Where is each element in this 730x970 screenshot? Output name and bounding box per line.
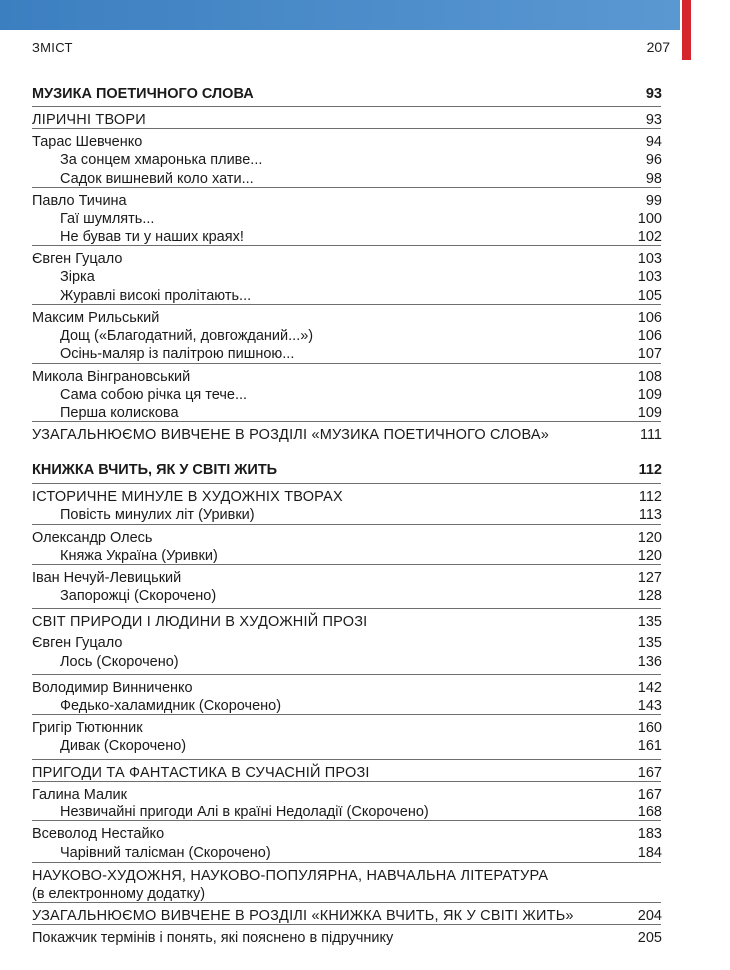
page-marker-bar — [682, 0, 691, 60]
toc-entry-title: Садок вишневий коло хати... — [60, 171, 254, 187]
toc-entry-title: Журавлі високі пролітають... — [60, 288, 252, 304]
toc-entry-title: Микола Вінграновський — [32, 369, 191, 385]
toc-entry-title: Максим Рильський — [32, 310, 160, 326]
toc-entry-title: Незвичайні пригоди Алі в країні Недоладії (Скорочено) — [60, 804, 429, 820]
toc-entry-title: Перша колискова — [60, 405, 179, 421]
header-color-band — [0, 0, 680, 30]
toc-entry-page: 143 — [637, 698, 662, 714]
toc-entry-title: Гаї шумлять... — [60, 211, 155, 227]
toc-entry-page: 103 — [637, 251, 662, 267]
toc-entry-title: Євген Гуцало — [32, 251, 123, 267]
toc-entry-title: Павло Тичина — [32, 193, 127, 209]
toc-entry-page: 161 — [637, 738, 662, 754]
toc-entry-title: НАУКОВО-ХУДОЖНЯ, НАУКОВО-ПОПУЛЯРНА, НАВЧАЛЬНА ЛІТЕРАТУРА — [32, 868, 549, 884]
toc-entry-page: 108 — [637, 369, 662, 385]
toc-entry-page: 205 — [637, 930, 662, 946]
toc-entry-title: ІСТОРИЧНЕ МИНУЛЕ В ХУДОЖНІХ ТВОРАХ — [32, 489, 343, 505]
divider-line — [32, 674, 661, 675]
toc-entry-title: ПРИГОДИ ТА ФАНТАСТИКА В СУЧАСНІЙ ПРОЗІ — [32, 765, 370, 781]
toc-entry-title: Покажчик термінів і понять, які пояснено в підручнику — [32, 930, 394, 946]
toc-entry-page: 106 — [637, 310, 662, 326]
divider-line — [32, 524, 661, 525]
toc-entry-title: Осінь-маляр із палітрою пишною... — [60, 346, 295, 362]
toc-entry-page: 105 — [637, 288, 662, 304]
toc-entry-title: Зірка — [60, 269, 95, 285]
page-number: 207 — [646, 39, 670, 55]
toc-entry-page: 160 — [637, 720, 662, 736]
toc-entry-title: Федько-халамидник (Скорочено) — [60, 698, 282, 714]
toc-entry-page: 167 — [637, 787, 662, 803]
toc-entry-page: 98 — [645, 171, 662, 187]
toc-entry-page: 107 — [637, 346, 662, 362]
toc-entry-page: 113 — [638, 507, 662, 523]
divider-line — [32, 106, 661, 107]
toc-entry-title: Євген Гуцало — [32, 635, 123, 651]
toc-entry-page: 109 — [637, 405, 662, 421]
divider-line — [32, 483, 661, 484]
toc-entry-title: ЛІРИЧНІ ТВОРИ — [32, 112, 146, 128]
toc-entry-page: 136 — [637, 654, 662, 670]
divider-line — [32, 608, 661, 609]
toc-entry-page: 183 — [637, 826, 662, 842]
toc-entry-page: 127 — [637, 570, 662, 586]
divider-line — [32, 759, 661, 760]
toc-entry-page: 120 — [637, 530, 662, 546]
toc-entry-title: КНИЖКА ВЧИТЬ, ЯК У СВІТІ ЖИТЬ — [32, 462, 278, 478]
divider-line — [32, 363, 661, 364]
toc-entry-page: 120 — [637, 548, 662, 564]
toc-entry-page: 184 — [637, 845, 662, 861]
toc-entry-page: 112 — [638, 489, 662, 505]
toc-entry-title: Лось (Скорочено) — [60, 654, 179, 670]
toc-entry-title: СВІТ ПРИРОДИ І ЛЮДИНИ В ХУДОЖНІЙ ПРОЗІ — [32, 614, 368, 630]
toc-entry-page: 167 — [637, 765, 662, 781]
toc-entry-page: 94 — [645, 134, 662, 150]
toc-entry-page: 106 — [637, 328, 662, 344]
toc-entry-title: УЗАГАЛЬНЮЄМО ВИВЧЕНЕ В РОЗДІЛІ «МУЗИКА ПОЕТИЧНОГО СЛОВА» — [32, 427, 549, 443]
toc-entry-page: 111 — [639, 427, 662, 443]
toc-entry-title: Григір Тютюнник — [32, 720, 143, 736]
toc-entry-title: Повість минулих літ (Уривки) — [60, 507, 255, 523]
toc-entry-title: Не бував ти у наших краях! — [60, 229, 244, 245]
toc-entry-page: 135 — [637, 635, 662, 651]
toc-entry-page: 128 — [637, 588, 662, 604]
toc-entry-title: Всеволод Нестайко — [32, 826, 165, 842]
toc-entry-page: 109 — [637, 387, 662, 403]
toc-entry-page: 100 — [637, 211, 662, 227]
toc-entry-title: Запорожці (Скорочено) — [60, 588, 217, 604]
toc-entry-title: Княжа Україна (Уривки) — [60, 548, 218, 564]
toc-entry-page: 96 — [645, 152, 662, 168]
toc-entry-page: 93 — [645, 112, 662, 128]
toc-entry-page: 135 — [637, 614, 662, 630]
toc-entry-title: Іван Нечуй-Левицький — [32, 570, 182, 586]
toc-entry-page: 93 — [645, 86, 662, 102]
toc-entry-title: УЗАГАЛЬНЮЄМО ВИВЧЕНЕ В РОЗДІЛІ «КНИЖКА ВЧИТЬ, ЯК У СВІТІ ЖИТЬ» — [32, 908, 574, 924]
toc-entry-page: 112 — [638, 462, 662, 478]
divider-line — [32, 862, 661, 863]
toc-entry-title: Тарас Шевченко — [32, 134, 143, 150]
toc-entry-page: 99 — [645, 193, 662, 209]
toc-entry-title: Галина Малик — [32, 787, 127, 803]
toc-entry-page: 142 — [637, 680, 662, 696]
toc-entry-page: 102 — [637, 229, 662, 245]
toc-entry-title: (в електронному додатку) — [32, 886, 206, 902]
toc-entry-title: Володимир Винниченко — [32, 680, 193, 696]
toc-entry-title: Дивак (Скорочено) — [60, 738, 187, 754]
toc-entry-title: Дощ («Благодатний, довгожданий...») — [60, 328, 314, 344]
toc-entry-page: 103 — [637, 269, 662, 285]
running-header-title: ЗМІСТ — [32, 40, 73, 55]
toc-entry-page: 168 — [637, 804, 662, 820]
toc-entry-title: Чарівний талісман (Скорочено) — [60, 845, 271, 861]
toc-entry-title: Олександр Олесь — [32, 530, 153, 546]
toc-entry-page: 204 — [637, 908, 662, 924]
toc-entry-title: МУЗИКА ПОЕТИЧНОГО СЛОВА — [32, 86, 254, 102]
toc-entry-title: Сама собою річка ця тече... — [60, 387, 248, 403]
toc-entry-title: За сонцем хмаронька пливе... — [60, 152, 263, 168]
